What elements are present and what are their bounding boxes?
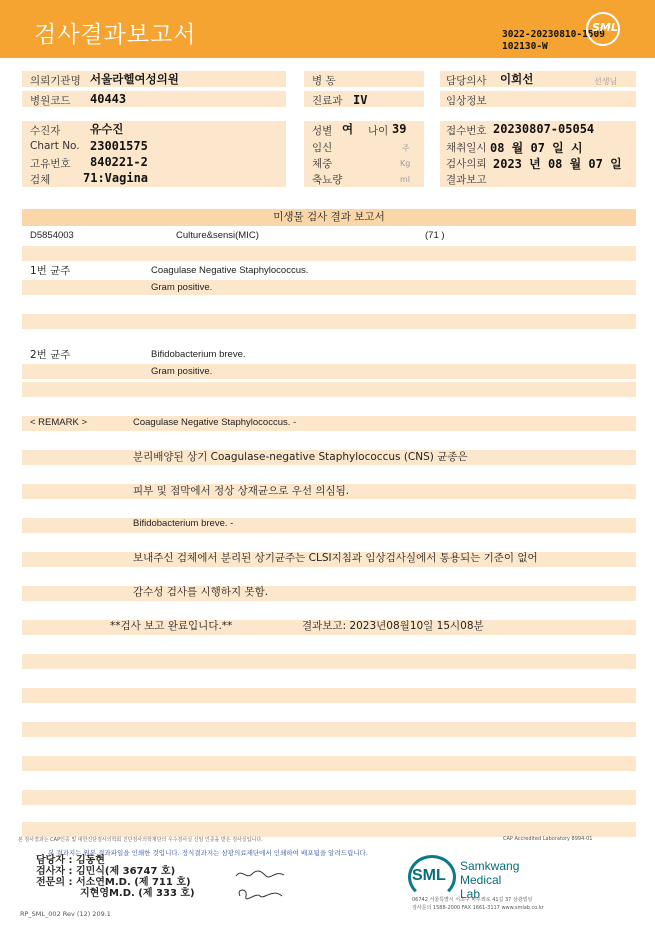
test-name: Culture&sensi(MIC) (176, 230, 259, 241)
request-label: 검사의뢰 (446, 158, 487, 170)
dept-label: 진료과 (312, 95, 343, 107)
chart-value: 23001575 (90, 139, 148, 153)
tester-line: 검사자 : 김민식(제 36747 호) (36, 866, 176, 877)
lab-address: 06742 서울특별시 서초구 바우뫼로 41길 37 삼광빌딩 (412, 897, 533, 903)
report-id-line1: 3022-20230810-1509 (502, 29, 605, 40)
receipt-label: 접수번호 (446, 125, 487, 137)
remark-line-3: 피부 및 점막에서 정상 상재균으로 우선 의심됨. (133, 485, 350, 497)
row-stripe (22, 586, 636, 601)
collect-value: 08 월 07 일 시 (490, 141, 583, 155)
clinical-info-label: 임상정보 (446, 95, 487, 107)
urine-unit: ml (400, 175, 411, 184)
strain1-label: 1번 균주 (30, 265, 71, 277)
hospital-code-label: 병원코드 (30, 95, 71, 107)
row-stripe (22, 688, 636, 703)
row-stripe (22, 790, 636, 805)
report-time: 결과보고: 2023년08월10일 15시08분 (302, 620, 484, 632)
patient-value: 유수진 (90, 122, 124, 136)
cap-number: CAP Accredited Laboratory 8994-01 (503, 836, 593, 842)
remark-line-6: 감수성 검사를 시행하지 못함. (133, 586, 269, 598)
test-code: D5854003 (30, 230, 74, 241)
specimen-number: (71 ) (425, 230, 445, 241)
page-title: 검사결과보고서 (34, 22, 197, 48)
lab-contact: 검사문의 1588-2000 FAX 1661-3117 www.smlab.co.kr (412, 905, 544, 911)
row-stripe (22, 822, 636, 837)
doctor-label: 담당의사 (446, 75, 487, 87)
weight-label: 체중 (312, 158, 333, 170)
strain2-name: Bifidobacterium breve. (151, 349, 246, 360)
header-bar (0, 0, 655, 58)
patient-label: 수진자 (30, 125, 61, 137)
pregnancy-unit: 주 (402, 144, 410, 153)
remark-line-1: Coagulase Negative Staphylococcus. - (133, 417, 297, 428)
unique-id-label: 고유번호 (30, 158, 71, 170)
hospital-code-value: 40443 (90, 92, 127, 106)
remark-line-5: 보내주신 검체에서 분리된 상기균주는 CLSI지침과 임상검사실에서 통용되는 기준이 없어 (133, 552, 538, 564)
row-stripe (22, 654, 636, 669)
remark-line-4: Bifidobacterium breve. - (133, 518, 234, 529)
sex-value: 여 (342, 122, 354, 136)
row-stripe (22, 382, 636, 397)
sml-header-logo: SML (586, 12, 620, 46)
unique-id-value: 840221-2 (90, 155, 148, 169)
remark-line-2: 분리배양된 상기 Coagulase-negative Staphylococcus (CNS) 균종은 (133, 451, 468, 463)
row-stripe (22, 314, 636, 329)
report-title: 미생물 검사 결과 보고서 (22, 209, 636, 226)
row-stripe (22, 416, 636, 431)
sex-label: 성별 (312, 125, 333, 137)
document-code: RP_SML_002 Rev (12) 209.1 (20, 910, 111, 918)
specialist-line-1: 전문의 : 서소연M.D. (제 711 호) (36, 877, 191, 888)
notice-text: 본 결과지는 원본 결과파일을 인쇄한 것입니다. 정식결과지는 삼광의료재단에서 인쇄하여 배포됨을 알려드립니다. (48, 849, 368, 857)
weight-unit: Kg (400, 159, 411, 168)
specimen-label: 검체 (30, 174, 51, 186)
lab-name-line1: Samkwang (460, 859, 520, 873)
specialist-line-2: 지현영M.D. (제 333 호) (80, 888, 195, 899)
pregnancy-label: 임신 (312, 142, 333, 154)
age-label: 나이 (368, 125, 389, 137)
accreditation-text: 본 검사결과는 CAP인증 및 대한진단검사의학회 진단검사의학재단의 우수검사실 신임 인증을 받은 검사실입니다. (18, 837, 263, 843)
ward-label: 병 동 (312, 75, 336, 87)
dept-value: IV (353, 93, 368, 107)
receipt-value: 20230807-05054 (493, 122, 595, 136)
strain2-label: 2번 균주 (30, 349, 71, 361)
doctor-suffix: 선생님 (594, 77, 618, 86)
specimen-value: 71:Vagina (83, 171, 149, 185)
chart-label: Chart No. (30, 140, 80, 152)
row-stripe (22, 756, 636, 771)
lab-name-line2: Medical Lab (460, 873, 502, 901)
report-complete: **검사 보고 완료입니다.** (110, 620, 233, 632)
info-band (22, 121, 286, 187)
collect-label: 채취일시 (446, 142, 487, 154)
doctor-value: 이희선 (500, 72, 534, 86)
signature-image (232, 866, 292, 902)
request-value: 2023 년 08 월 07 일 (493, 157, 622, 171)
reporter-line: 담당자 : 김동현 (36, 855, 105, 866)
strain2-gram: Gram positive. (151, 366, 213, 377)
requesting-org-label: 의뢰기관명 (30, 75, 81, 87)
row-stripe (22, 280, 636, 295)
strain1-gram: Gram positive. (151, 282, 213, 293)
row-stripe (22, 722, 636, 737)
age-value: 39 (392, 122, 407, 136)
strain1-name: Coagulase Negative Staphylococcus. (151, 265, 309, 276)
urine-label: 축뇨량 (312, 174, 343, 186)
remark-label: < REMARK > (30, 417, 88, 428)
report-id-line2: 102130-W (502, 41, 548, 52)
row-stripe (22, 364, 636, 379)
requesting-org-value: 서울라헬여성의원 (90, 72, 179, 86)
row-stripe (22, 518, 636, 533)
report-label: 결과보고 (446, 174, 487, 186)
row-stripe (22, 246, 636, 261)
